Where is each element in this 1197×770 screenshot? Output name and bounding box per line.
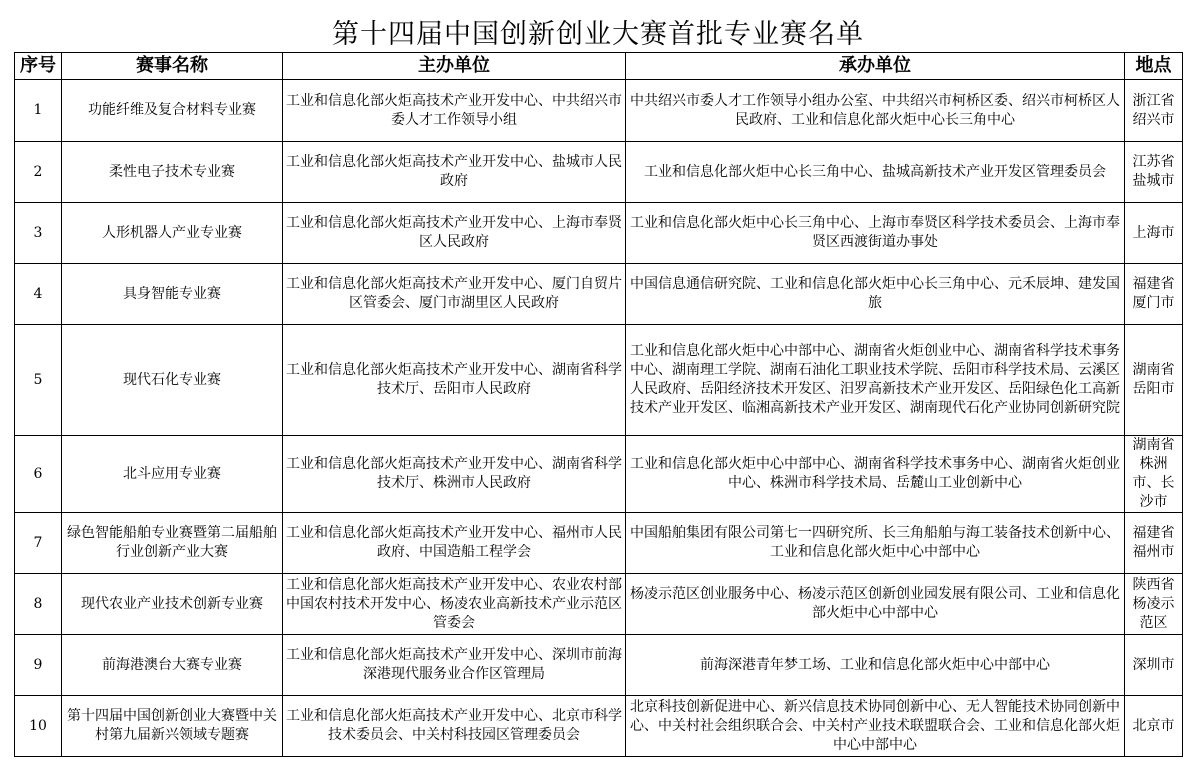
undertaker-cell: 工业和信息化部火炬中心中部中心、湖南省科学技术事务中心、湖南省火炬创业中心、株洲市科学技术局、岳麓山工业创新中心 [626,436,1125,513]
organizer-cell: 工业和信息化部火炬高技术产业开发中心、中共绍兴市委人才工作领导小组 [283,80,626,142]
table-row [15,325,1183,436]
row-index: 2 [15,142,62,203]
row-index: 5 [15,325,62,436]
header-row [15,53,1183,80]
table-row [15,696,1183,757]
row-index: 6 [15,436,62,513]
location-cell: 湖南省岳阳市 [1125,325,1183,436]
undertaker-cell: 前海深港青年梦工场、工业和信息化部火炬中心中部中心 [626,635,1125,696]
organizer-cell: 工业和信息化部火炬高技术产业开发中心、北京市科学技术委员会、中关村科技园区管理委员会 [283,696,626,757]
header-index: 序号 [15,53,62,80]
location-cell: 浙江省绍兴市 [1125,80,1183,142]
location-cell: 上海市 [1125,203,1183,264]
competition-name: 现代石化专业赛 [62,325,283,436]
row-index: 3 [15,203,62,264]
table-row [15,635,1183,696]
competition-name: 绿色智能船舶专业赛暨第二届船舶行业创新产业大赛 [62,513,283,574]
undertaker-cell: 中共绍兴市委人才工作领导小组办公室、中共绍兴市柯桥区委、绍兴市柯桥区人民政府、工业和信息化部火炬中心长三角中心 [626,80,1125,142]
organizer-cell: 工业和信息化部火炬高技术产业开发中心、厦门自贸片区管委会、厦门市湖里区人民政府 [283,264,626,325]
organizer-cell: 工业和信息化部火炬高技术产业开发中心、农业农村部中国农村技术开发中心、杨凌农业高新技术产业示范区管委会 [283,574,626,635]
location-cell: 江苏省盐城市 [1125,142,1183,203]
undertaker-cell: 中国信息通信研究院、工业和信息化部火炬中心长三角中心、元禾辰坤、建发国旅 [626,264,1125,325]
header-location: 地点 [1125,53,1183,80]
page-title: 第十四届中国创新创业大赛首批专业赛名单 [332,19,864,50]
competition-name: 现代农业产业技术创新专业赛 [62,574,283,635]
undertaker-cell: 北京科技创新促进中心、新兴信息技术协同创新中心、无人智能技术协同创新中心、中关村社会组织联合会、中关村产业技术联盟联合会、工业和信息化部火炬中心中部中心 [626,696,1125,757]
location-cell: 福建省福州市 [1125,513,1183,574]
undertaker-cell: 杨凌示范区创业服务中心、杨凌示范区创新创业园发展有限公司、工业和信息化部火炬中心中部中心 [626,574,1125,635]
competition-name: 北斗应用专业赛 [62,436,283,513]
competition-name: 柔性电子技术专业赛 [62,142,283,203]
undertaker-cell: 中国船舶集团有限公司第七一四研究所、长三角船舶与海工装备技术创新中心、工业和信息化部火炬中心中部中心 [626,513,1125,574]
location-cell: 深圳市 [1125,635,1183,696]
competition-name: 前海港澳台大赛专业赛 [62,635,283,696]
row-index: 7 [15,513,62,574]
table-row [15,203,1183,264]
competition-name: 人形机器人产业专业赛 [62,203,283,264]
undertaker-cell: 工业和信息化部火炬中心长三角中心、上海市奉贤区科学技术委员会、上海市奉贤区西渡街道办事处 [626,203,1125,264]
table-row [15,142,1183,203]
competition-name: 功能纤维及复合材料专业赛 [62,80,283,142]
organizer-cell: 工业和信息化部火炬高技术产业开发中心、深圳市前海深港现代服务业合作区管理局 [283,635,626,696]
organizer-cell: 工业和信息化部火炬高技术产业开发中心、盐城市人民政府 [283,142,626,203]
competition-table [14,52,1183,757]
row-index: 10 [15,696,62,757]
organizer-cell: 工业和信息化部火炬高技术产业开发中心、福州市人民政府、中国造船工程学会 [283,513,626,574]
table-row [15,80,1183,142]
undertaker-cell: 工业和信息化部火炬中心长三角中心、盐城高新技术产业开发区管理委员会 [626,142,1125,203]
competition-name: 具身智能专业赛 [62,264,283,325]
location-cell: 北京市 [1125,696,1183,757]
row-index: 8 [15,574,62,635]
table-row [15,574,1183,635]
organizer-cell: 工业和信息化部火炬高技术产业开发中心、上海市奉贤区人民政府 [283,203,626,264]
table-row [15,436,1183,513]
table-row [15,264,1183,325]
organizer-cell: 工业和信息化部火炬高技术产业开发中心、湖南省科学技术厅、株洲市人民政府 [283,436,626,513]
location-cell: 湖南省株洲市、长沙市 [1125,436,1183,513]
row-index: 1 [15,80,62,142]
organizer-cell: 工业和信息化部火炬高技术产业开发中心、湖南省科学技术厅、岳阳市人民政府 [283,325,626,436]
competition-name: 第十四届中国创新创业大赛暨中关村第九届新兴领域专题赛 [62,696,283,757]
row-index: 9 [15,635,62,696]
header-organizer: 主办单位 [283,53,626,80]
undertaker-cell: 工业和信息化部火炬中心中部中心、湖南省火炬创业中心、湖南省科学技术事务中心、湖南理工学院、湖南石油化工职业技术学院、岳阳市科学技术局、云溪区人民政府、岳阳经济技术开发区、汨罗高新技术产业开发区、岳阳绿色化工高新技术产业开发区、临湘高新技术产业开发区、湖南现代石化产业协同创新研究院 [626,325,1125,436]
location-cell: 福建省厦门市 [1125,264,1183,325]
location-cell: 陕西省杨凌示范区 [1125,574,1183,635]
header-undertaker: 承办单位 [626,53,1125,80]
header-name: 赛事名称 [62,53,283,80]
row-index: 4 [15,264,62,325]
table-row [15,513,1183,574]
